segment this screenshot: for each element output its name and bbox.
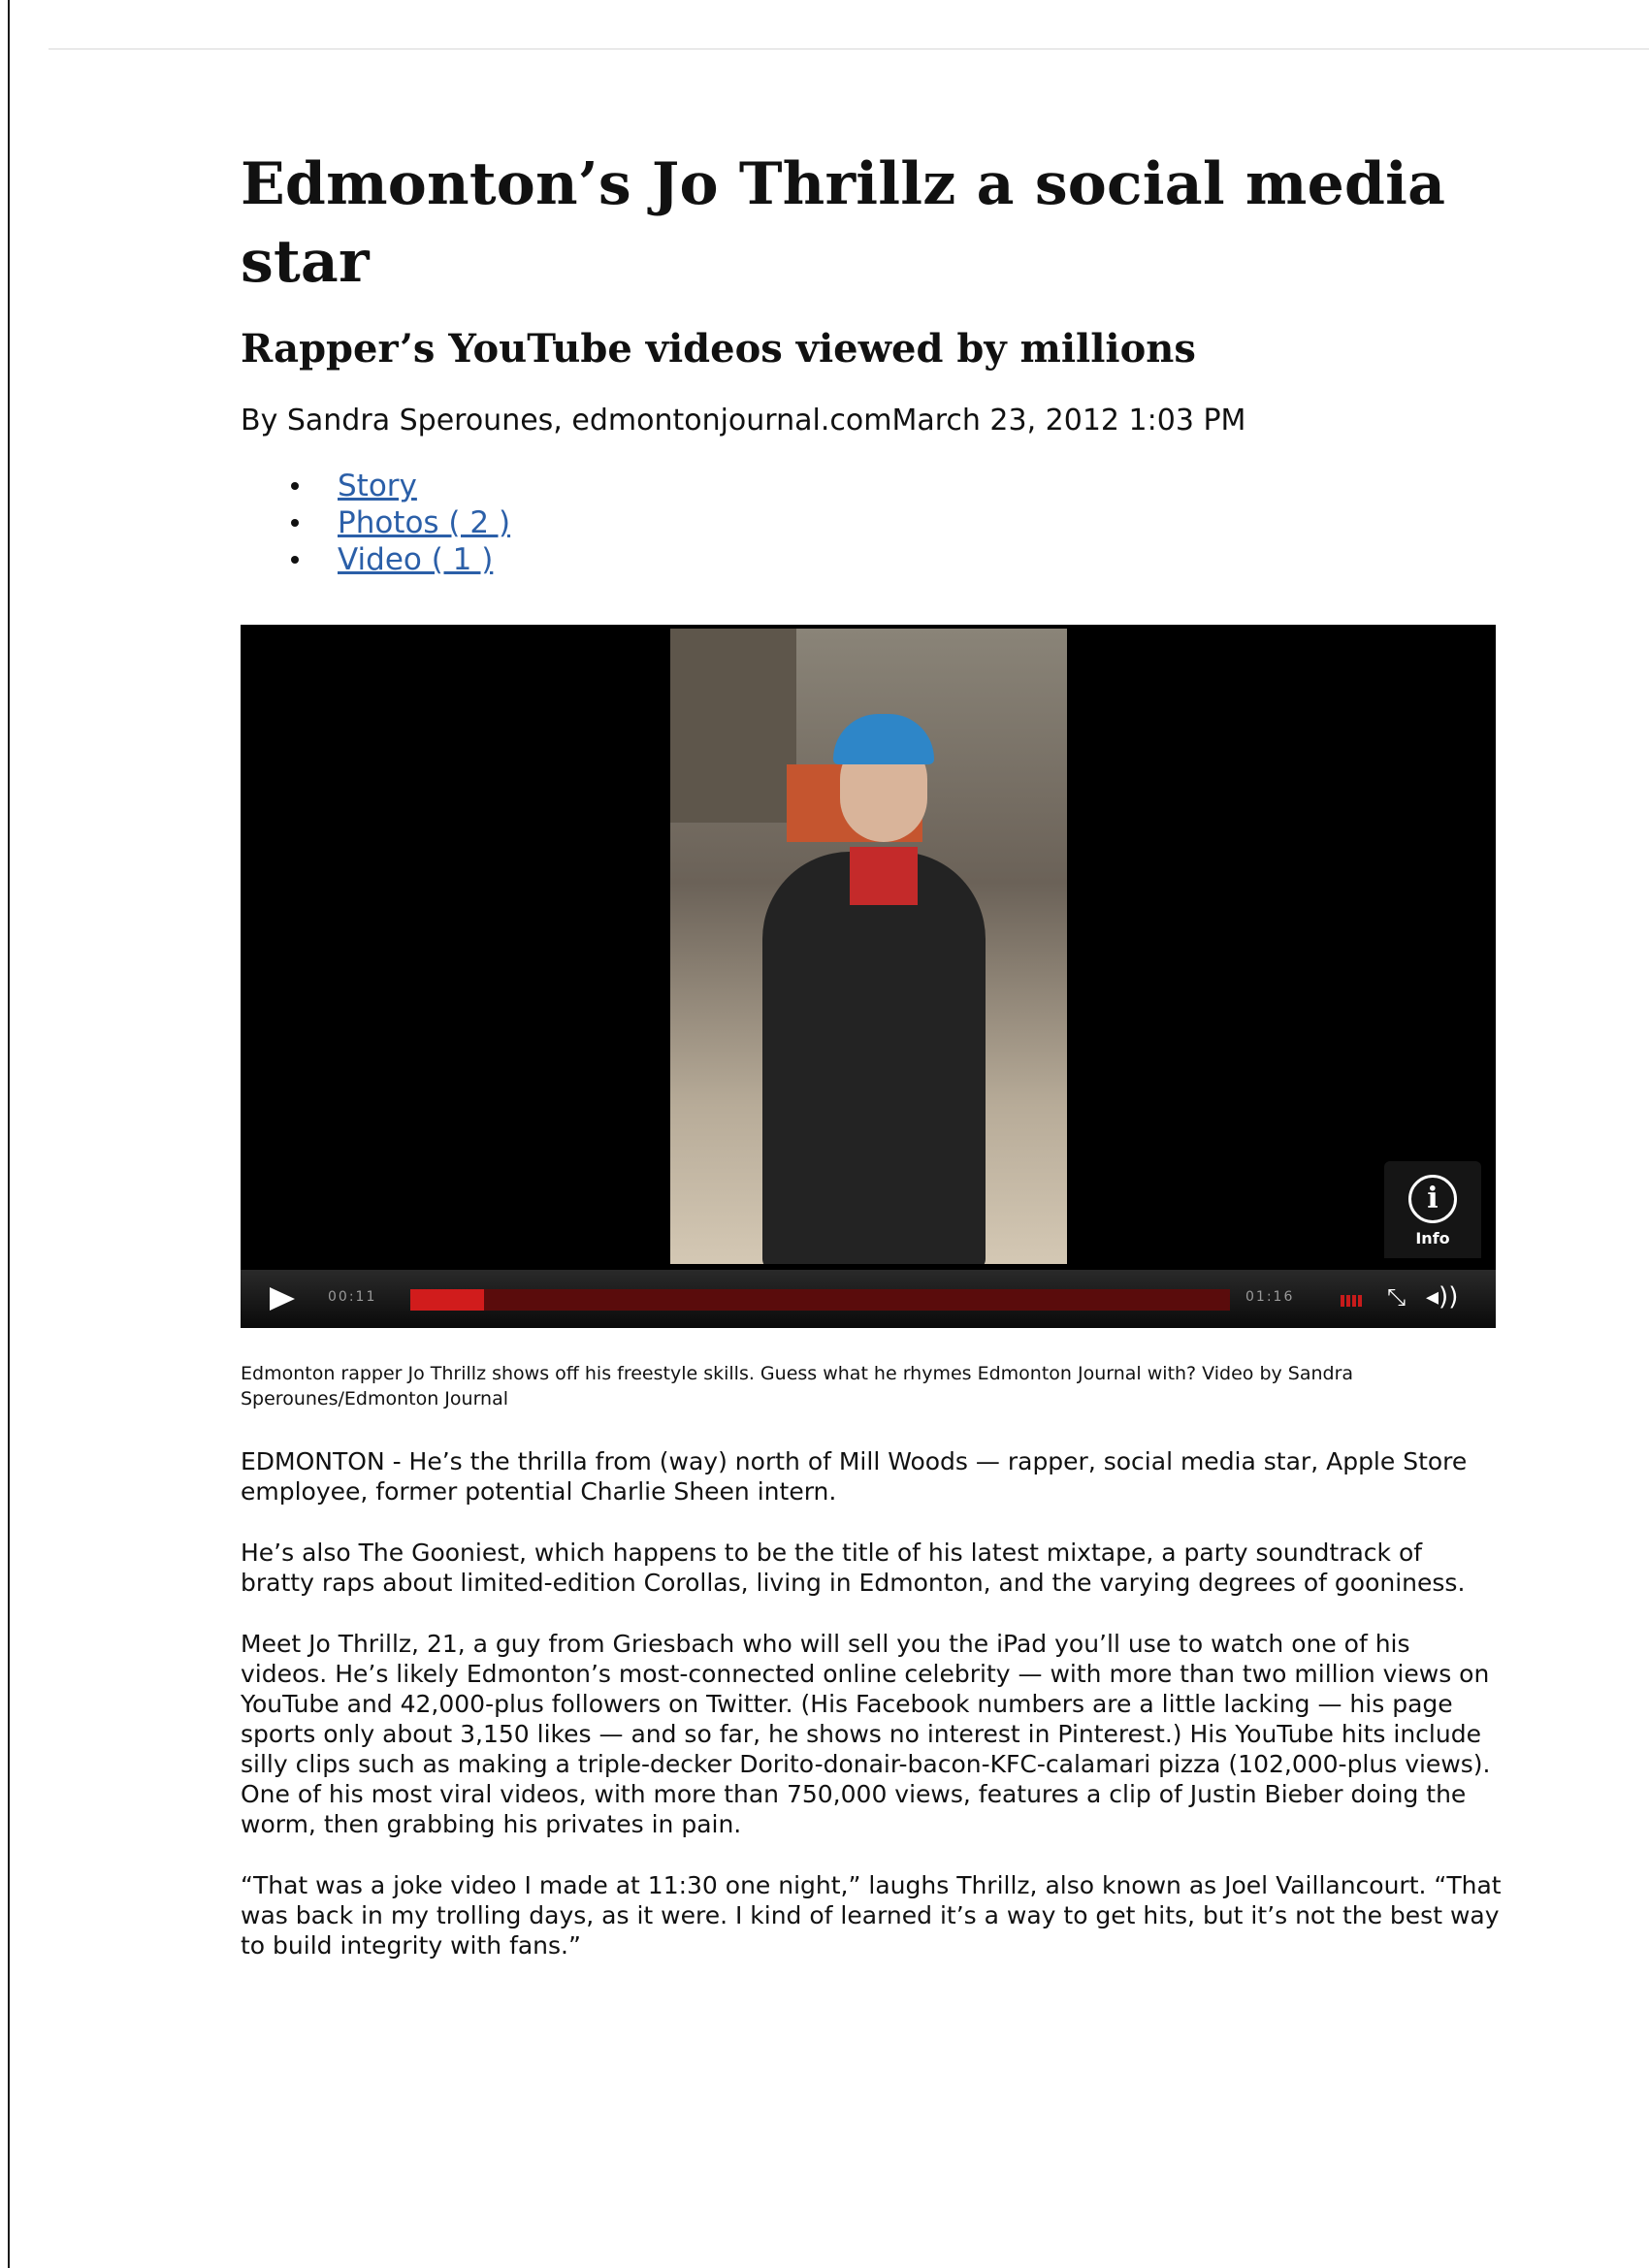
- video-caption: Edmonton rapper Jo Thrillz shows off his freestyle skills. Guess what he rhymes Edmonton Journal with? Video by Sandra Sperounes/Edmonton Journal: [241, 1363, 1354, 1409]
- article-subheadline: Rapper’s YouTube videos viewed by millions: [241, 326, 1196, 372]
- media-tabs: [241, 468, 1502, 578]
- article-headline: Edmonton’s Jo Thrillz a social media star: [241, 150, 1446, 296]
- video-frame-shirt: [850, 847, 918, 905]
- article-paragraph: “That was a joke video I made at 11:30 one night,” laughs Thrillz, also known as Joel Vaillancourt. “That was back in my trolling days, as it were. I kind of learned it’s a way to get hits, but it’s not the best way to build integrity with fans.”: [241, 1871, 1502, 1960]
- article-paragraph: Meet Jo Thrillz, 21, a guy from Griesbach who will sell you the iPad you’ll use to watch one of his videos. He’s likely Edmonton’s most-connected online celebrity — with more than two million views on YouTube and 42,000-plus followers on Twitter. (His Facebook numbers are a little lacking — his page sports only about 3,150 likes — and so far, he shows no interest in Pinterest.) His YouTube hits include silly clips such as making a triple-decker Dorito-donair-bacon-KFC-calamari pizza (102,000-plus views). One of his most viral videos, with more than 750,000 views, features a clip of Justin Bieber doing the worm, then grabbing his privates in pain.: [241, 1630, 1491, 1838]
- volume-icon[interactable]: ◂)): [1426, 1282, 1459, 1312]
- article-body: [241, 1446, 1502, 1960]
- video-player[interactable]: [241, 625, 1496, 1328]
- info-button[interactable]: [1384, 1161, 1481, 1258]
- info-label: Info: [1415, 1229, 1450, 1247]
- tab-story-link[interactable]: Story: [338, 469, 417, 503]
- article: [241, 146, 1502, 1960]
- article-paragraph: He’s also The Gooniest, which happens to be the title of his latest mixtape, a party soundtrack of bratty raps about limited-edition Corollas, living in Edmonton, and the varying degrees of gooniness.: [241, 1539, 1466, 1597]
- quality-icon[interactable]: [1341, 1295, 1362, 1307]
- scan-edge-left: [8, 0, 10, 2268]
- play-icon[interactable]: [270, 1287, 295, 1311]
- video-frame-cap: [833, 714, 934, 764]
- video-frame-building: [670, 629, 796, 823]
- tab-story: [241, 468, 1502, 504]
- article-byline: By Sandra Sperounes, edmontonjournal.comMarch 23, 2012 1:03 PM: [241, 404, 1246, 437]
- video-controls: [241, 1270, 1496, 1328]
- progress-fill: [410, 1289, 484, 1311]
- current-time: 00:11: [328, 1289, 377, 1305]
- fullscreen-icon[interactable]: ⤡: [1387, 1283, 1406, 1311]
- video-frame[interactable]: [670, 629, 1067, 1264]
- article-paragraph: EDMONTON - He’s the thrilla from (way) north of Mill Woods — rapper, social media star, Apple Store employee, former potential Charlie Sheen intern.: [241, 1447, 1468, 1506]
- video-frame-person: [762, 852, 986, 1264]
- tab-video: [241, 541, 1502, 578]
- tab-video-link[interactable]: Video ( 1 ): [338, 542, 494, 577]
- info-icon: i: [1408, 1175, 1457, 1223]
- tab-photos-link[interactable]: Photos ( 2 ): [338, 505, 511, 540]
- tab-photos: [241, 504, 1502, 541]
- progress-bar[interactable]: [410, 1289, 1230, 1311]
- total-time: 01:16: [1245, 1289, 1295, 1305]
